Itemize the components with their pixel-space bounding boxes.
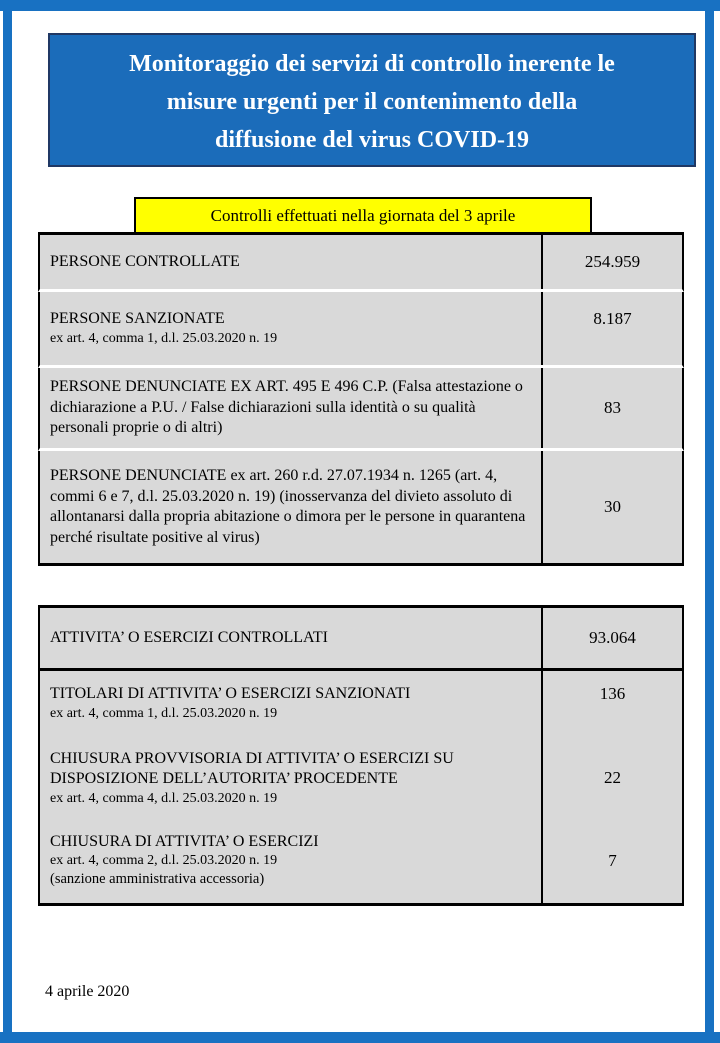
row-value: 22 <box>541 738 682 818</box>
row-title: PERSONE DENUNCIATE ex art. 260 r.d. 27.07.1934 n. 1265 (art. 4, commi 6 e 7, d.l. 25.03.2020 n. 19) (inosservanza del divieto assoluto di allontanarsi dalla propria abitazione o dimora per le persone in quarantena perché risultate positive al virus) <box>50 467 526 546</box>
page-border-bottom <box>0 1032 720 1043</box>
page-border-left <box>3 11 12 1032</box>
row-subtitle: ex art. 4, comma 4, d.l. 25.03.2020 n. 19 <box>50 790 278 806</box>
document-title-line-1: Monitoraggio dei servizi di controllo inerente le <box>129 51 615 77</box>
row-value: 254.959 <box>541 235 682 289</box>
business-controls-table <box>38 605 684 906</box>
table-row-chiusura-attivita <box>38 818 684 903</box>
row-value: 93.064 <box>541 608 682 668</box>
row-subtitle: ex art. 4, comma 1, d.l. 25.03.2020 n. 19 <box>50 330 278 346</box>
row-label <box>40 451 541 563</box>
row-value: 8.187 <box>541 292 682 365</box>
people-controls-table <box>38 232 684 566</box>
table-row-persone-sanzionate <box>38 292 684 368</box>
table-row-titolari-sanzionati <box>38 671 684 738</box>
row-title: CHIUSURA DI ATTIVITA’ O ESERCIZI <box>50 832 319 850</box>
row-label <box>40 368 541 448</box>
row-title: CHIUSURA PROVVISORIA DI ATTIVITA’ O ESERCIZI SU DISPOSIZIONE DELL’AUTORITA’ PROCEDENTE <box>50 749 454 787</box>
table-row-chiusura-provvisoria <box>38 738 684 818</box>
table-row-persone-denunciate-260 <box>38 451 684 563</box>
page-content <box>12 11 705 1032</box>
row-title: ATTIVITA’ O ESERCIZI CONTROLLATI <box>50 628 328 646</box>
row-title: TITOLARI DI ATTIVITA’ O ESERCIZI SANZIONATI <box>50 685 411 702</box>
row-label <box>40 608 541 668</box>
row-subtitle: ex art. 4, comma 1, d.l. 25.03.2020 n. 19 <box>50 705 278 721</box>
controls-day-banner-text: Controlli effettuati nella giornata del 3 aprile <box>210 205 516 225</box>
tables-spacer <box>12 566 705 605</box>
controls-day-banner <box>134 197 592 232</box>
footer-date: 4 aprile 2020 <box>45 983 130 1000</box>
row-subtitle-note: (sanzione amministrativa accessoria) <box>50 871 265 888</box>
document-title-line-2: misure urgenti per il contenimento della <box>166 89 578 115</box>
row-subtitle: ex art. 4, comma 2, d.l. 25.03.2020 n. 19 <box>50 853 278 869</box>
row-label <box>40 738 541 818</box>
row-label <box>40 671 541 738</box>
row-label <box>40 292 541 365</box>
page-border-top <box>0 0 720 11</box>
page-border-right <box>705 11 714 1032</box>
table-row-persone-denunciate-495 <box>38 368 684 451</box>
row-label <box>40 818 541 903</box>
document-title-box <box>48 33 696 167</box>
row-value: 83 <box>541 368 682 448</box>
row-label <box>40 235 541 289</box>
document-title-line-3: diffusione del virus COVID-19 <box>214 127 530 153</box>
row-title: PERSONE CONTROLLATE <box>50 252 240 270</box>
row-title: PERSONE SANZIONATE <box>50 310 225 327</box>
row-value: 136 <box>541 671 682 738</box>
row-title: PERSONE DENUNCIATE EX ART. 495 E 496 C.P. (Falsa attestazione o dichiarazione a P.U. / False dichiarazioni sulla identità o su qualità personali proprie o di altri) <box>50 378 523 437</box>
table-row-attivita-controllati <box>38 608 684 668</box>
row-value: 7 <box>541 818 682 903</box>
table-row-persone-controllate <box>38 235 684 292</box>
row-value: 30 <box>541 451 682 563</box>
